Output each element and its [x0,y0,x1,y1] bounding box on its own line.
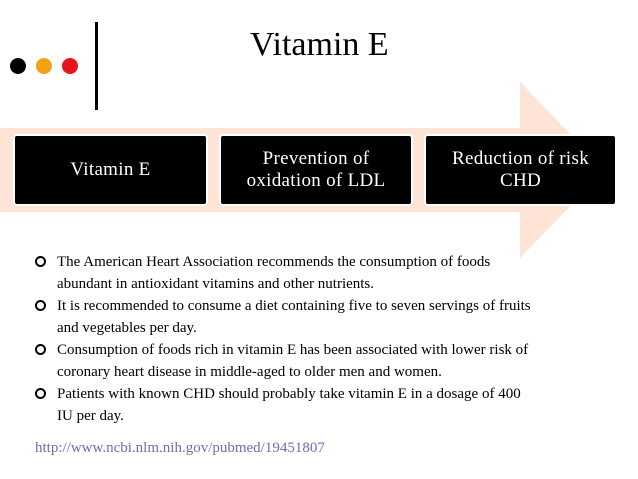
flow-box-vitamin-e [13,134,208,206]
bullet-line2: abundant in antioxidant vitamins and other nutrients. [57,276,375,292]
flow-box-label-line2: CHD [499,170,541,191]
flow-box-prevention-ldl [219,134,413,206]
flow-box-label: Vitamin E [70,159,151,180]
flow-box-label-line1: Reduction of risk [451,148,590,169]
slide-title: Vitamin E [250,26,389,63]
bullet-ring-icon [35,300,46,311]
bullet-ring-icon [35,388,46,399]
flow-box-reduction-chd [424,134,617,206]
bullet-line2: coronary heart disease in middle-aged to older men and women. [57,364,442,380]
bullet-line1: Consumption of foods rich in vitamin E has been associated with lower risk of [57,342,529,358]
bullet-item [35,251,615,295]
bullet-line1: The American Heart Association recommends the consumption of foods [57,254,491,270]
bullet-list [35,251,615,427]
bullet-line1: It is recommended to consume a diet containing five to seven servings of fruits [57,298,531,314]
bullet-line1: Patients with known CHD should probably take vitamin E in a dosage of 400 [57,386,521,402]
bullet-item [35,339,615,383]
bullet-line2: IU per day. [57,408,124,424]
flow-box-label-line1: Prevention of [262,148,370,169]
bullet-line2: and vegetables per day. [57,320,197,336]
bullet-item [35,383,615,427]
bullet-ring-icon [35,256,46,267]
bullet-ring-icon [35,344,46,355]
bullet-item [35,295,615,339]
flow-box-label-line2: oxidation of LDL [246,170,386,191]
pubmed-link[interactable]: http://www.ncbi.nlm.nih.gov/pubmed/19451807 [35,440,325,456]
